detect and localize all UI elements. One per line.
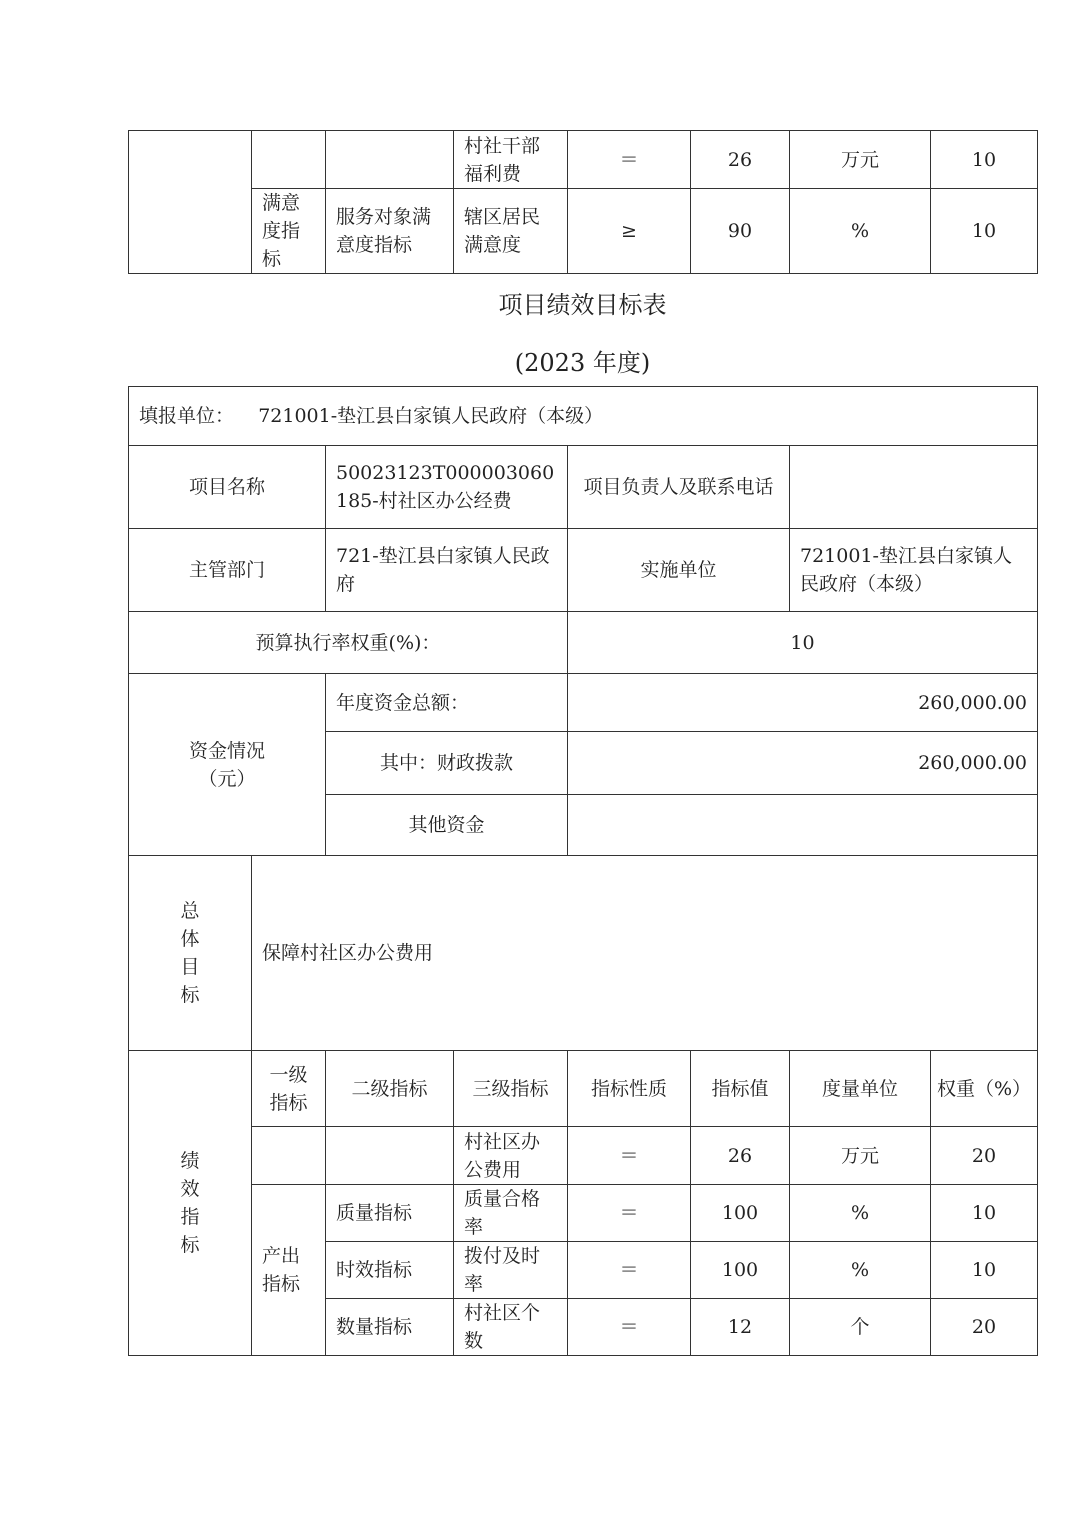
row-level2: 数量指标 [326, 1299, 454, 1356]
row-unit: % [790, 1185, 931, 1242]
header-level2: 二级指标 [326, 1051, 454, 1127]
header-level1: 一级指标 [252, 1051, 326, 1127]
prev-blank-cell [326, 131, 454, 189]
prev-level1: 满意度指标 [252, 189, 326, 274]
prev-value: 26 [691, 131, 790, 189]
impl-value: 721001-垫江县白家镇人民政府（本级） [790, 529, 1038, 612]
row-level3: 质量合格率 [454, 1185, 568, 1242]
header-nature: 指标性质 [568, 1051, 691, 1127]
row-level2 [326, 1127, 454, 1185]
row-nature: ＝ [568, 1242, 691, 1299]
header-weight: 权重（%） [931, 1051, 1038, 1127]
table-row [129, 1127, 1038, 1185]
row-level1-output: 产出指标 [252, 1185, 326, 1356]
page-title: 项目绩效目标表 [498, 291, 667, 319]
prev-unit: % [790, 189, 931, 274]
prev-level3: 村社干部福利费 [454, 131, 568, 189]
project-name-value: 50023123T000003060185-村社区办公经费 [326, 446, 568, 529]
header-unit: 度量单位 [790, 1051, 931, 1127]
prev-nature: ≥ [568, 189, 691, 274]
goal-value: 保障村社区办公费用 [252, 856, 1038, 1051]
prev-blank-cell [129, 131, 252, 274]
reporting-unit-row [129, 387, 1038, 446]
row-level1 [252, 1127, 326, 1185]
header-level3: 三级指标 [454, 1051, 568, 1127]
row-level3: 村社区个数 [454, 1299, 568, 1356]
budget-rate-label: 预算执行率权重(%)： [129, 612, 568, 674]
contact-value [790, 446, 1038, 529]
row-weight: 10 [931, 1242, 1038, 1299]
annual-total-label: 年度资金总额： [326, 674, 568, 732]
goal-label [129, 856, 252, 1051]
prev-level3: 辖区居民满意度 [454, 189, 568, 274]
reporting-unit-label: 填报单位： [139, 405, 235, 427]
dept-value: 721-垫江县白家镇人民政府 [326, 529, 568, 612]
prev-nature: ＝ [568, 131, 691, 189]
dept-label: 主管部门 [129, 529, 326, 612]
indicators-section-text: 绩效指标 [180, 1150, 200, 1256]
goal-label-text: 总体目标 [180, 900, 200, 1006]
prev-unit: 万元 [790, 131, 931, 189]
row-level2: 质量指标 [326, 1185, 454, 1242]
row-level3: 村社区办公费用 [454, 1127, 568, 1185]
row-level2: 时效指标 [326, 1242, 454, 1299]
indicators-section-label [129, 1051, 252, 1356]
project-name-label: 项目名称 [129, 446, 326, 529]
row-level3: 拨付及时率 [454, 1242, 568, 1299]
impl-label: 实施单位 [568, 529, 790, 612]
prev-value: 90 [691, 189, 790, 274]
prev-blank-cell [252, 131, 326, 189]
contact-label: 项目负责人及联系电话 [568, 446, 790, 529]
reporting-unit-value: 721001-垫江县白家镇人民政府（本级） [258, 405, 604, 427]
row-nature: ＝ [568, 1185, 691, 1242]
budget-rate-value: 10 [568, 612, 1038, 674]
row-unit: 个 [790, 1299, 931, 1356]
row-unit: 万元 [790, 1127, 931, 1185]
funds-label [129, 674, 326, 856]
funds-label-text: 资金情况（元） [188, 739, 265, 790]
annual-total-value: 260,000.00 [568, 674, 1038, 732]
row-nature: ＝ [568, 1127, 691, 1185]
fiscal-value: 260,000.00 [568, 732, 1038, 795]
row-nature: ＝ [568, 1299, 691, 1356]
other-funds-value [568, 795, 1038, 856]
row-value: 26 [691, 1127, 790, 1185]
row-value: 12 [691, 1299, 790, 1356]
performance-table [128, 386, 1038, 1356]
year-label: (2023 年度) [514, 349, 651, 377]
prev-weight: 10 [931, 131, 1038, 189]
prev-table [128, 130, 1038, 274]
row-unit: % [790, 1242, 931, 1299]
row-value: 100 [691, 1185, 790, 1242]
row-weight: 10 [931, 1185, 1038, 1242]
row-value: 100 [691, 1242, 790, 1299]
fiscal-label: 其中：财政拨款 [326, 732, 568, 795]
other-funds-label: 其他资金 [326, 795, 568, 856]
header-value: 指标值 [691, 1051, 790, 1127]
prev-weight: 10 [931, 189, 1038, 274]
prev-level2: 服务对象满意度指标 [326, 189, 454, 274]
table-row [129, 1185, 1038, 1242]
row-weight: 20 [931, 1127, 1038, 1185]
row-weight: 20 [931, 1299, 1038, 1356]
